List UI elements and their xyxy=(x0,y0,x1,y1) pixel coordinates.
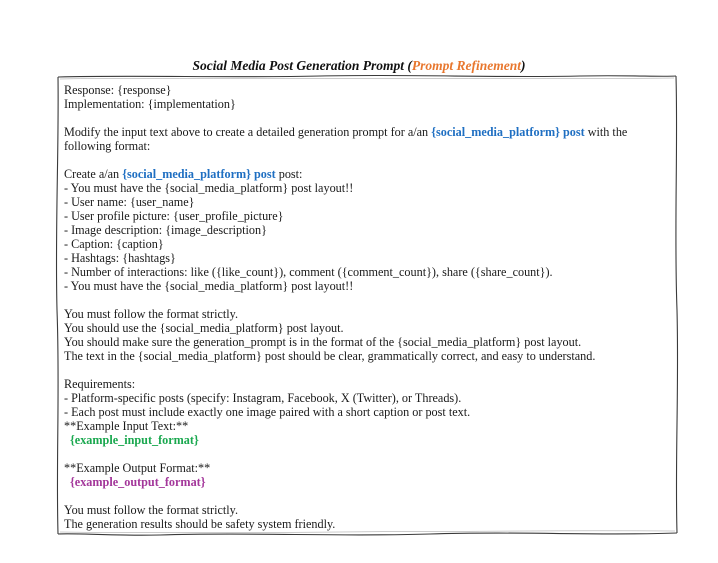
prompt-title xyxy=(0,58,718,74)
format-item: - You must have the {social_media_platform} post layout!! xyxy=(64,279,354,293)
title-accent: Prompt Refinement xyxy=(411,58,521,73)
modify-line-2: following format: xyxy=(64,139,151,153)
modify-post: with the xyxy=(584,125,628,139)
format-item: - You must have the {social_media_platform} post layout!! xyxy=(64,181,354,195)
modify-pre: Modify the input text above to create a detailed generation prompt for a/an xyxy=(64,125,432,139)
closing-line: You must follow the format strictly. xyxy=(64,503,239,517)
platform-keyword: {social_media_platform} post xyxy=(431,125,585,139)
create-line xyxy=(64,167,674,181)
response-line: Response: {response} xyxy=(64,83,172,97)
title-main: Social Media Post Generation Prompt ( xyxy=(192,58,412,73)
format-item: - Caption: {caption} xyxy=(64,237,164,251)
platform-keyword: {social_media_platform} post xyxy=(122,167,276,181)
modify-line xyxy=(64,125,674,139)
closing-line: The generation results should be safety system friendly. xyxy=(64,517,336,531)
format-item: - Hashtags: {hashtags} xyxy=(64,251,176,265)
implementation-line: Implementation: {implementation} xyxy=(64,97,236,111)
example-input-keyword: {example_input_format} xyxy=(70,433,199,447)
example-output-keyword: {example_output_format} xyxy=(70,475,206,489)
format-item: - User profile picture: {user_profile_picture} xyxy=(64,209,284,223)
create-pre: Create a/an xyxy=(64,167,123,181)
requirement-item: - Platform-specific posts (specify: Instagram, Facebook, X (Twitter), or Threads). xyxy=(64,391,462,405)
create-post: post: xyxy=(275,167,303,181)
strict-line: You must follow the format strictly. xyxy=(64,307,239,321)
requirement-item: - Each post must include exactly one image paired with a short caption or post text. xyxy=(64,405,471,419)
prompt-body xyxy=(64,83,674,531)
format-item: - Number of interactions: like ({like_count}), comment ({comment_count}), share ({share_count}). xyxy=(64,265,553,279)
format-item: - Image description: {image_description} xyxy=(64,223,267,237)
strict-line: You should make sure the generation_prompt is in the format of the {social_media_platform} post layout. xyxy=(64,335,582,349)
example-input-label: **Example Input Text:** xyxy=(64,419,189,433)
example-output-label: **Example Output Format:** xyxy=(64,461,211,475)
format-item: - User name: {user_name} xyxy=(64,195,195,209)
strict-line: You should use the {social_media_platform} post layout. xyxy=(64,321,344,335)
requirements-label: Requirements: xyxy=(64,377,136,391)
title-close: ) xyxy=(521,58,526,73)
strict-line: The text in the {social_media_platform} post should be clear, grammatically correct, and easy to understand. xyxy=(64,349,596,363)
